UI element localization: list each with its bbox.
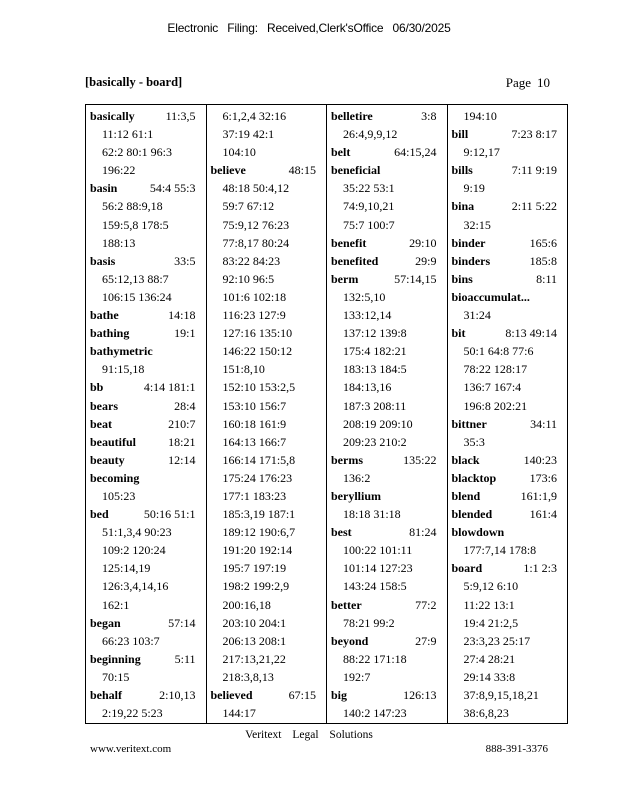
index-entry	[452, 415, 564, 433]
index-references: 11:3,5	[165, 109, 196, 123]
index-continuation: 88:22 171:18	[343, 651, 407, 666]
index-entry	[331, 107, 443, 125]
index-references: 161:4	[529, 507, 557, 522]
index-references: 173:6	[529, 470, 557, 485]
index-word: bit	[451, 326, 466, 341]
index-continuation: 78:22 128:17	[463, 362, 528, 377]
index-word: black	[451, 452, 480, 467]
index-continuation: 132:5,10	[343, 289, 386, 304]
index-continuation: 62:2 80:1 96:3	[102, 145, 173, 160]
index-references: 12:14	[168, 452, 196, 467]
index-word: blended	[451, 507, 493, 522]
index-references: 165:6	[529, 235, 557, 250]
footer-company: Veritext Legal Solutions	[245, 729, 373, 741]
index-entry	[90, 686, 202, 704]
index-entry	[331, 270, 443, 288]
index-references: 2:10,13	[159, 688, 196, 702]
index-continuation: 91:15,18	[102, 362, 145, 377]
index-entry	[90, 650, 202, 668]
index-continuation: 5:9,12 6:10	[463, 579, 519, 594]
index-references: 18:21	[168, 434, 196, 449]
index-references: 8:13 49:14	[505, 326, 557, 341]
index-references: 210:7	[168, 416, 196, 431]
index-word: berms	[331, 452, 363, 467]
index-continuation: 137:12 139:8	[343, 326, 407, 341]
index-references: 126:13	[403, 688, 437, 702]
index-word: began	[90, 615, 121, 630]
index-word: believe	[210, 163, 246, 178]
index-references: 64:15,24	[394, 145, 437, 160]
index-references: 28:4	[174, 398, 196, 413]
index-continuation: 175:4 182:21	[343, 344, 407, 359]
index-entry	[90, 179, 202, 197]
index-word: bill	[451, 127, 469, 142]
index-references: 48:15	[288, 163, 316, 178]
index-continuation: 100:22 101:11	[343, 543, 413, 558]
index-word: basin	[90, 181, 118, 196]
index-word: basis	[90, 253, 116, 268]
index-entry	[90, 469, 202, 487]
index-word: binders	[451, 253, 491, 268]
index-continuation: 218:3,8,13	[222, 669, 274, 684]
index-entry	[331, 451, 443, 469]
index-references: 34:11	[530, 416, 557, 431]
index-column-4	[447, 105, 568, 723]
index-continuation: 35:3	[463, 434, 485, 449]
index-continuation: 146:22 150:12	[222, 344, 293, 359]
index-entry	[452, 324, 564, 342]
index-word: bittner	[451, 416, 487, 431]
index-entry	[211, 161, 323, 179]
index-continuation: 136:7 167:4	[463, 380, 522, 395]
index-entry	[90, 378, 202, 396]
index-continuation: 92:10 96:5	[222, 271, 275, 286]
index-references: 67:15	[288, 688, 316, 702]
index-word: beauty	[90, 452, 125, 467]
index-continuation: 31:24	[463, 308, 491, 323]
index-word: bathe	[90, 308, 119, 323]
index-continuation: 136:2	[343, 470, 371, 485]
index-continuation: 125:14,19	[102, 561, 151, 576]
index-entry	[331, 487, 443, 505]
index-entry	[452, 161, 564, 179]
index-entry	[331, 161, 443, 179]
index-range: [basically - board]	[85, 75, 183, 89]
index-entry	[331, 252, 443, 270]
index-word: big	[331, 688, 348, 702]
index-entry	[211, 686, 323, 704]
index-entry	[331, 632, 443, 650]
index-references: 7:23 8:17	[511, 127, 557, 142]
electronic-filing-stamp: Electronic Filing: Received,Clerk'sOffice 06/30/2025	[167, 21, 451, 35]
index-references: 3:8	[421, 109, 437, 123]
index-continuation: 106:15 136:24	[102, 289, 172, 304]
index-continuation: 26:4,9,9,12	[343, 127, 398, 142]
index-references: 135:22	[403, 452, 437, 467]
index-continuation: 200:16,18	[222, 597, 271, 612]
index-continuation: 152:10 153:2,5	[222, 380, 296, 395]
index-references: 54:4 55:3	[149, 181, 196, 196]
index-word: binder	[451, 235, 486, 250]
index-continuation: 143:24 158:5	[343, 579, 407, 594]
index-entry	[90, 433, 202, 451]
index-continuation: 35:22 53:1	[343, 181, 395, 196]
index-continuation: 195:7 197:19	[222, 561, 287, 576]
index-entry	[90, 342, 202, 360]
index-references: 1:1 2:3	[523, 561, 557, 576]
index-entry	[452, 270, 564, 288]
index-continuation: 101:6 102:18	[222, 289, 287, 304]
index-entry	[452, 487, 564, 505]
index-entry	[90, 306, 202, 324]
index-continuation: 37:19 42:1	[222, 127, 275, 142]
index-word: better	[331, 597, 362, 612]
index-continuation: 66:23 103:7	[102, 633, 160, 648]
index-references: 14:18	[168, 308, 196, 323]
index-references: 81:24	[409, 525, 437, 540]
index-continuation: 51:1,3,4 90:23	[102, 525, 172, 540]
index-word: beautiful	[90, 434, 137, 449]
index-references: 4:14 181:1	[143, 380, 196, 395]
index-references: 57:14,15	[394, 271, 437, 286]
index-entry	[452, 234, 564, 252]
index-entry	[452, 505, 564, 523]
index-entry	[90, 252, 202, 270]
index-references: 29:9	[415, 253, 437, 268]
index-references: 8:11	[536, 271, 557, 286]
index-references: 5:11	[174, 651, 196, 666]
footer-phone: 888-391-3376	[485, 743, 548, 755]
index-entry	[452, 252, 564, 270]
index-word: beat	[90, 416, 112, 431]
index-word: board	[451, 561, 483, 576]
index-continuation: 153:10 156:7	[222, 398, 287, 413]
index-continuation: 48:18 50:4,12	[222, 181, 290, 196]
index-continuation: 144:17	[222, 706, 256, 721]
index-continuation: 159:5,8 178:5	[102, 217, 169, 232]
index-continuation: 23:3,23 25:17	[463, 633, 531, 648]
index-word: beryllium	[331, 488, 381, 503]
index-references: 29:10	[409, 235, 437, 250]
index-continuation: 196:8 202:21	[463, 398, 528, 413]
index-entry	[90, 451, 202, 469]
index-entry	[331, 686, 443, 704]
index-entry	[452, 288, 564, 306]
index-continuation: 185:3,19 187:1	[222, 507, 296, 522]
index-continuation: 78:21 99:2	[343, 615, 395, 630]
index-entry	[452, 469, 564, 487]
index-references: 185:8	[529, 253, 557, 268]
index-references: 161:1,9	[520, 488, 557, 503]
index-references: 140:23	[523, 452, 557, 467]
index-references: 33:5	[174, 253, 196, 268]
index-references: 7:11 9:19	[511, 163, 557, 178]
index-continuation: 217:13,21,22	[222, 651, 286, 666]
index-column-2	[206, 105, 327, 723]
index-continuation: 38:6,8,23	[463, 706, 509, 721]
index-continuation: 59:7 67:12	[222, 199, 275, 214]
index-column-1	[86, 105, 206, 723]
index-continuation: 140:2 147:23	[343, 706, 407, 721]
index-continuation: 104:10	[222, 145, 256, 160]
index-word: bins	[451, 271, 473, 286]
index-entry	[452, 197, 564, 215]
index-word: beneficial	[331, 163, 381, 178]
index-continuation: 184:13,16	[343, 380, 392, 395]
index-word: bathing	[90, 326, 130, 341]
index-continuation: 29:14 33:8	[463, 669, 516, 684]
index-continuation: 175:24 176:23	[222, 470, 293, 485]
index-continuation: 50:1 64:8 77:6	[463, 344, 534, 359]
index-references: 57:14	[168, 615, 196, 630]
index-continuation: 177:7,14 178:8	[463, 543, 537, 558]
index-continuation: 164:13 166:7	[222, 434, 287, 449]
index-continuation: 127:16 135:10	[222, 326, 293, 341]
index-continuation: 27:4 28:21	[463, 651, 516, 666]
index-continuation: 188:13	[102, 235, 136, 250]
index-word: beginning	[90, 651, 141, 666]
index-entry	[90, 107, 202, 125]
index-continuation: 116:23 127:9	[222, 308, 286, 323]
index-continuation: 196:22	[102, 163, 136, 178]
index-entry	[90, 324, 202, 342]
index-continuation: 166:14 171:5,8	[222, 452, 296, 467]
index-word: benefit	[331, 235, 367, 250]
index-references: 19:1	[174, 326, 196, 341]
index-entry	[452, 523, 564, 541]
index-continuation: 133:12,14	[343, 308, 392, 323]
index-continuation: 189:12 190:6,7	[222, 525, 296, 540]
index-word: bears	[90, 398, 118, 413]
index-word: bioaccumulat...	[451, 289, 530, 304]
index-continuation: 151:8,10	[222, 362, 265, 377]
index-continuation: 191:20 192:14	[222, 543, 293, 558]
index-word: blowdown	[451, 525, 505, 540]
index-continuation: 9:19	[463, 181, 485, 196]
index-word: behalf	[90, 688, 123, 702]
index-continuation: 18:18 31:18	[343, 507, 401, 522]
index-continuation: 9:12,17	[463, 145, 500, 160]
index-continuation: 160:18 161:9	[222, 416, 287, 431]
index-continuation: 194:10	[463, 109, 497, 123]
footer-website: www.veritext.com	[90, 743, 172, 755]
page-indicator	[500, 75, 550, 91]
index-entry	[90, 397, 202, 415]
index-continuation: 11:22 13:1	[463, 597, 515, 612]
index-entry	[331, 143, 443, 161]
page-label: Page	[505, 75, 531, 90]
index-entry	[331, 596, 443, 614]
index-word: benefited	[331, 253, 379, 268]
index-continuation: 109:2 120:24	[102, 543, 166, 558]
index-continuation: 77:8,17 80:24	[222, 235, 290, 250]
index-entry	[331, 234, 443, 252]
index-continuation: 126:3,4,14,16	[102, 579, 169, 594]
index-word: basically	[90, 109, 135, 123]
word-index-table	[85, 104, 568, 724]
index-continuation: 209:23 210:2	[343, 434, 407, 449]
index-word: blacktop	[451, 470, 497, 485]
index-continuation: 206:13 208:1	[222, 633, 287, 648]
index-continuation: 162:1	[102, 597, 130, 612]
index-word: bb	[90, 380, 104, 395]
index-word: blend	[451, 488, 481, 503]
index-continuation: 56:2 88:9,18	[102, 199, 163, 214]
index-word: beyond	[331, 633, 369, 648]
index-word: believed	[210, 688, 253, 702]
index-word: best	[331, 525, 352, 540]
index-word: belt	[331, 145, 351, 160]
index-word: becoming	[90, 470, 140, 485]
index-continuation: 11:12 61:1	[102, 127, 154, 142]
index-references: 2:11 5:22	[511, 199, 557, 214]
index-entry	[452, 451, 564, 469]
index-continuation: 65:12,13 88:7	[102, 271, 169, 286]
index-continuation: 192:7	[343, 669, 371, 684]
index-continuation: 74:9,10,21	[343, 199, 395, 214]
index-continuation: 187:3 208:11	[343, 398, 407, 413]
index-entry	[452, 125, 564, 143]
index-continuation: 75:9,12 76:23	[222, 217, 290, 232]
index-word: belletire	[331, 109, 373, 123]
index-entry	[90, 505, 202, 523]
index-word: bills	[451, 163, 473, 178]
index-references: 50:16 51:1	[143, 507, 196, 522]
index-continuation: 83:22 84:23	[222, 253, 281, 268]
index-word: bina	[451, 199, 475, 214]
index-entry	[331, 523, 443, 541]
index-continuation: 208:19 209:10	[343, 416, 413, 431]
index-continuation: 2:19,22 5:23	[102, 706, 163, 721]
index-continuation: 19:4 21:2,5	[463, 615, 519, 630]
index-continuation: 105:23	[102, 488, 136, 503]
index-word: berm	[331, 271, 359, 286]
index-entry	[90, 415, 202, 433]
index-continuation: 101:14 127:23	[343, 561, 413, 576]
index-references: 77:2	[415, 597, 437, 612]
index-continuation: 37:8,9,15,18,21	[463, 688, 539, 702]
index-continuation: 32:15	[463, 217, 491, 232]
index-continuation: 177:1 183:23	[222, 488, 287, 503]
index-continuation: 70:15	[102, 669, 130, 684]
index-entry	[90, 614, 202, 632]
index-word: bed	[90, 507, 109, 522]
index-word: bathymetric	[90, 344, 153, 359]
index-column-3	[326, 105, 447, 723]
index-continuation: 203:10 204:1	[222, 615, 287, 630]
index-continuation: 6:1,2,4 32:16	[222, 109, 287, 123]
index-entry	[452, 559, 564, 577]
index-continuation: 198:2 199:2,9	[222, 579, 290, 594]
page-number: 10	[537, 75, 550, 90]
index-continuation: 75:7 100:7	[343, 217, 395, 232]
index-references: 27:9	[415, 633, 437, 648]
index-continuation: 183:13 184:5	[343, 362, 407, 377]
